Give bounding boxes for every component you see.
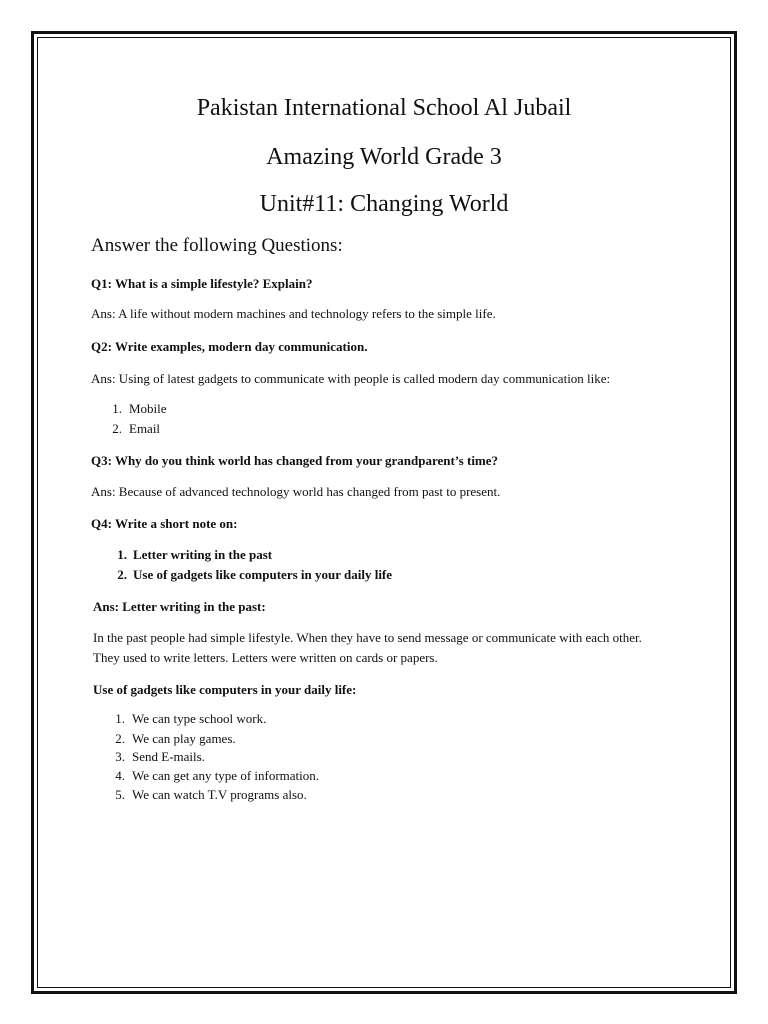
question-1: Q1: What is a simple lifestyle? Explain? (91, 276, 313, 291)
answer-4-heading: Ans: Letter writing in the past: (93, 599, 266, 614)
list-text: Email (129, 421, 161, 436)
school-title: Pakistan International School Al Jubail (196, 95, 572, 121)
list-number: 5. (115, 787, 125, 802)
list-number: 2. (115, 731, 125, 746)
answer-3: Ans: Because of advanced technology world has changed from past to present. (91, 484, 501, 499)
list-text: We can get any type of information. (132, 768, 320, 783)
list-number: 3. (115, 749, 125, 764)
list-number: 1. (112, 401, 122, 416)
page-border-inner (37, 37, 731, 988)
answer-2: Ans: Using of latest gadgets to communicate with people is called modern day communication like: (91, 371, 611, 386)
answer-4-paragraph (93, 628, 693, 668)
unit-title: Unit#11: Changing World (259, 191, 509, 217)
book-title: Amazing World Grade 3 (266, 144, 502, 170)
list-text: Letter writing in the past (133, 547, 273, 562)
question-3: Q3: Why do you think world has changed from your grandparent’s time? (91, 453, 499, 468)
list-text: We can play games. (132, 731, 236, 746)
question-4: Q4: Write a short note on: (91, 516, 238, 531)
instructions-heading: Answer the following Questions: (91, 235, 343, 256)
gadgets-heading: Use of gadgets like computers in your daily life: (93, 682, 357, 697)
list-number: 1. (115, 711, 125, 726)
list-text: Send E-mails. (132, 749, 205, 764)
list-number: 2. (117, 567, 127, 582)
answer-1: Ans: A life without modern machines and technology refers to the simple life. (91, 306, 496, 321)
list-text: Use of gadgets like computers in your daily life (133, 567, 393, 582)
paragraph-line-2: They used to write letters. Letters were written on cards or papers. (93, 650, 438, 665)
list-text: We can type school work. (132, 711, 267, 726)
list-number: 4. (115, 768, 125, 783)
list-number: 2. (112, 421, 122, 436)
paragraph-line-1: In the past people had simple lifestyle. When they have to send message or communicate with each other. (93, 630, 642, 645)
list-text: We can watch T.V programs also. (132, 787, 307, 802)
question-2: Q2: Write examples, modern day communication. (91, 339, 368, 354)
list-number: 1. (117, 547, 127, 562)
list-text: Mobile (129, 401, 167, 416)
